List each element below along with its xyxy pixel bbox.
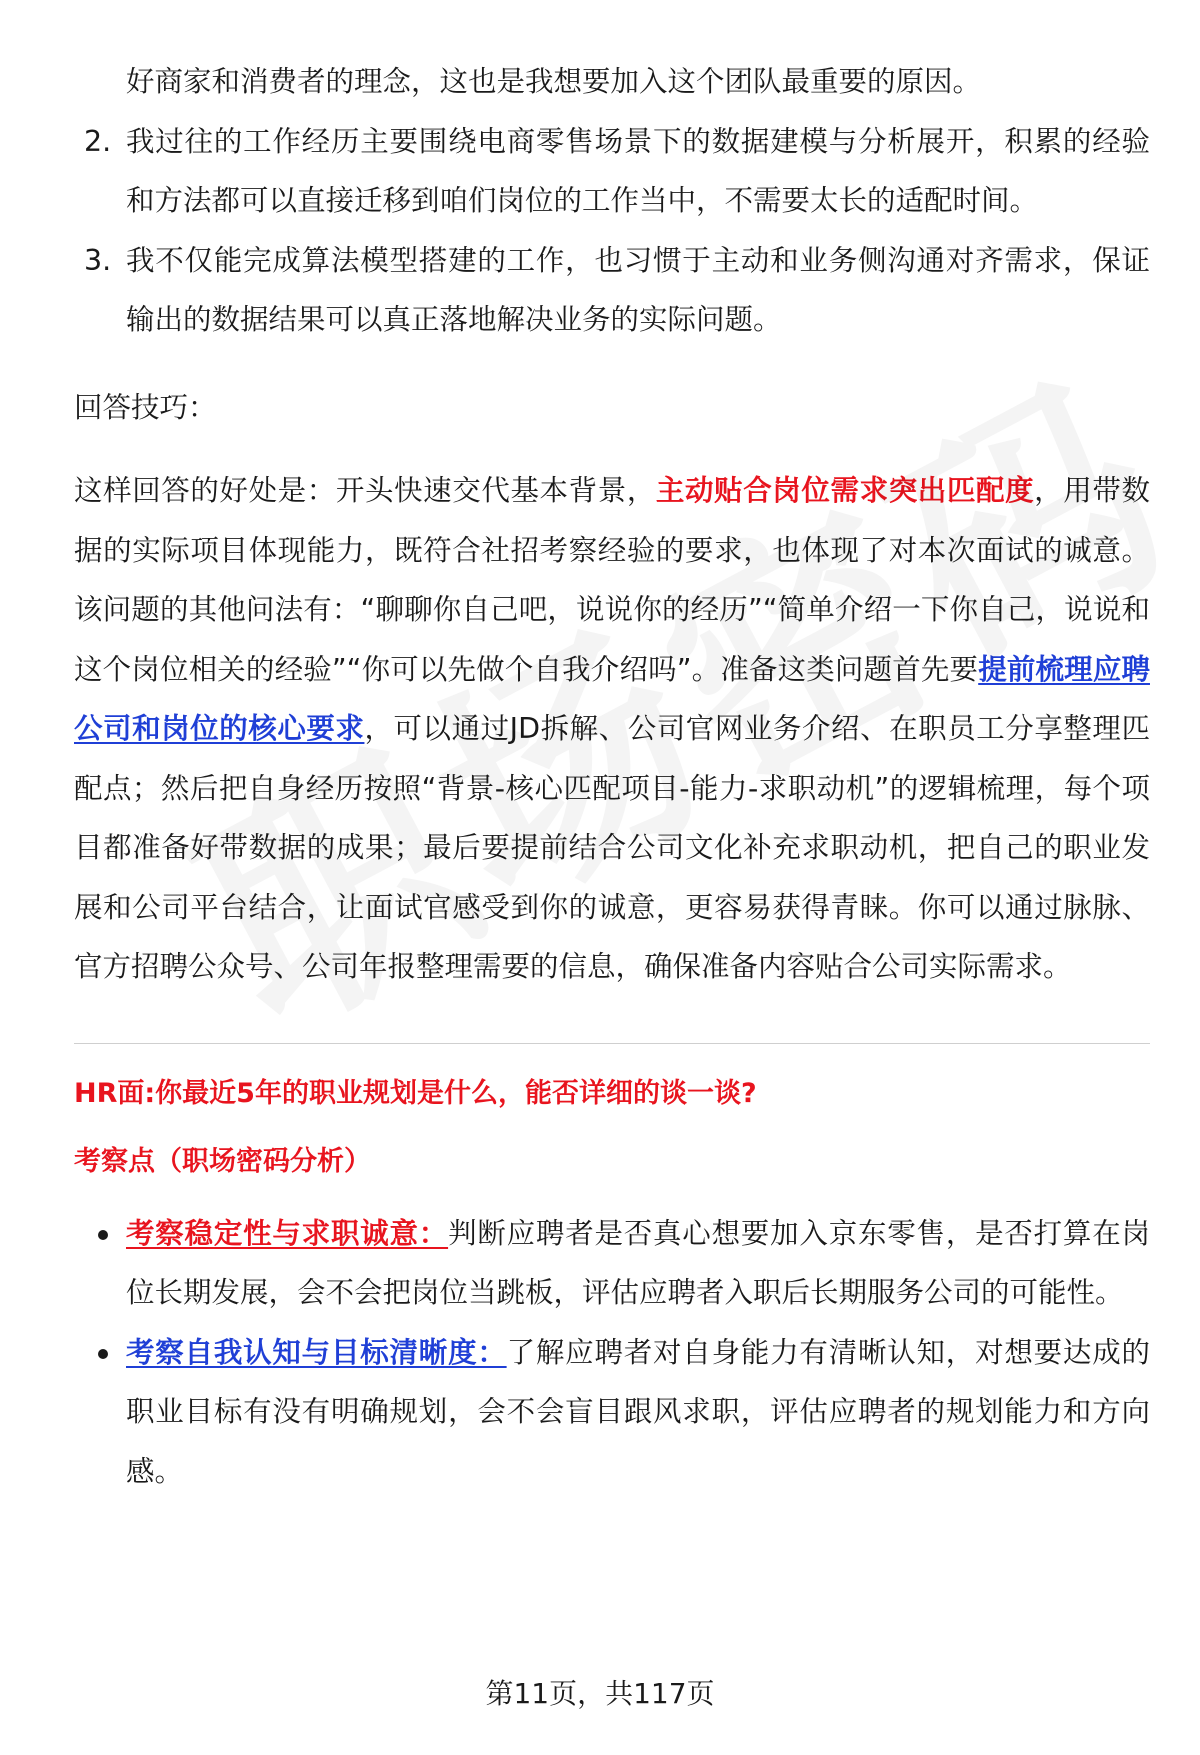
list-continuation-text: 好商家和消费者的理念，这也是我想要加入这个团队最重要的原因。 xyxy=(126,65,982,98)
bullet-label-link[interactable]: 考察自我认知与目标清晰度： xyxy=(126,1335,507,1369)
bullet-text: 了解应聘者对自身能力有清晰认知，对想要达成的职业目标有没有明确规划，会不会盲目跟风求职，评估应聘者的规划能力和方向感。 xyxy=(126,1335,1150,1488)
bullet-list xyxy=(74,1204,1150,1502)
list-item-text: 我不仅能完成算法模型搭建的工作，也习惯于主动和业务侧沟通对齐需求，保证输出的数据结果可以真正落地解决业务的实际问题。 xyxy=(126,243,1150,336)
numbered-list xyxy=(74,112,1150,350)
tips-paragraph xyxy=(74,461,1150,997)
tips-text: ，用带数据的实际项目体现能力，既符合社招考察经验的要求，也体现了对本次面试的诚意。该问题的其他问法有：“聊聊你自己吧，说说你的经历”“简单介绍一下你自己，说说和这个岗位相关的经验”“你可以先做个自我介绍吗”。准备这类问题首先要 xyxy=(74,474,1150,686)
tips-text: 这样回答的好处是：开头快速交代基本背景， xyxy=(74,474,656,507)
page-number-footer: 第11页，共117页 xyxy=(485,1677,715,1710)
tips-highlight-red: 主动贴合岗位需求突出匹配度 xyxy=(655,474,1035,507)
tips-text: ，可以通过JD拆解、公司官网业务介绍、在职员工分享整理匹配点；然后把自身经历按照“背景-核心匹配项目-能力-求职动机”的逻辑梳理，每个项目都准备好带数据的成果；最后要提前结合公司文化补充求职动机，把自己的职业发展和公司平台结合，让面试官感受到你的诚意，更容易获得青睐。你可以通过脉脉、官方招聘公众号、公司年报整理需要的信息，确保准备内容贴合公司实际需求。 xyxy=(74,712,1150,983)
bullet-label-link[interactable]: 考察稳定性与求职诚意： xyxy=(126,1216,449,1250)
section-divider xyxy=(74,1043,1150,1044)
interview-question-heading: HR面:你最近5年的职业规划是什么，能否详细的谈一谈? xyxy=(74,1077,757,1109)
assessment-points-heading: 考察点（职场密码分析） xyxy=(74,1145,371,1177)
tips-highlight-link[interactable]: 提前梳理应聘公司和岗位的核心要求 xyxy=(74,652,1150,745)
list-item xyxy=(74,1323,1150,1502)
bullet-dot-icon xyxy=(98,1230,108,1240)
bullet-text: 判断应聘者是否真心想要加入京东零售，是否打算在岗位长期发展，会不会把岗位当跳板，评估应聘者入职后长期服务公司的可能性。 xyxy=(126,1216,1150,1309)
list-item-number: 3. xyxy=(84,243,112,277)
bullet-dot-icon xyxy=(98,1349,108,1359)
list-item xyxy=(74,112,1150,231)
list-item xyxy=(74,231,1150,350)
tips-label: 回答技巧： xyxy=(74,390,217,424)
list-item-text: 我过往的工作经历主要围绕电商零售场景下的数据建模与分析展开，积累的经验和方法都可以直接迁移到咱们岗位的工作当中，不需要太长的适配时间。 xyxy=(126,124,1150,217)
list-item-number: 2. xyxy=(84,124,112,158)
list-item xyxy=(74,1204,1150,1323)
